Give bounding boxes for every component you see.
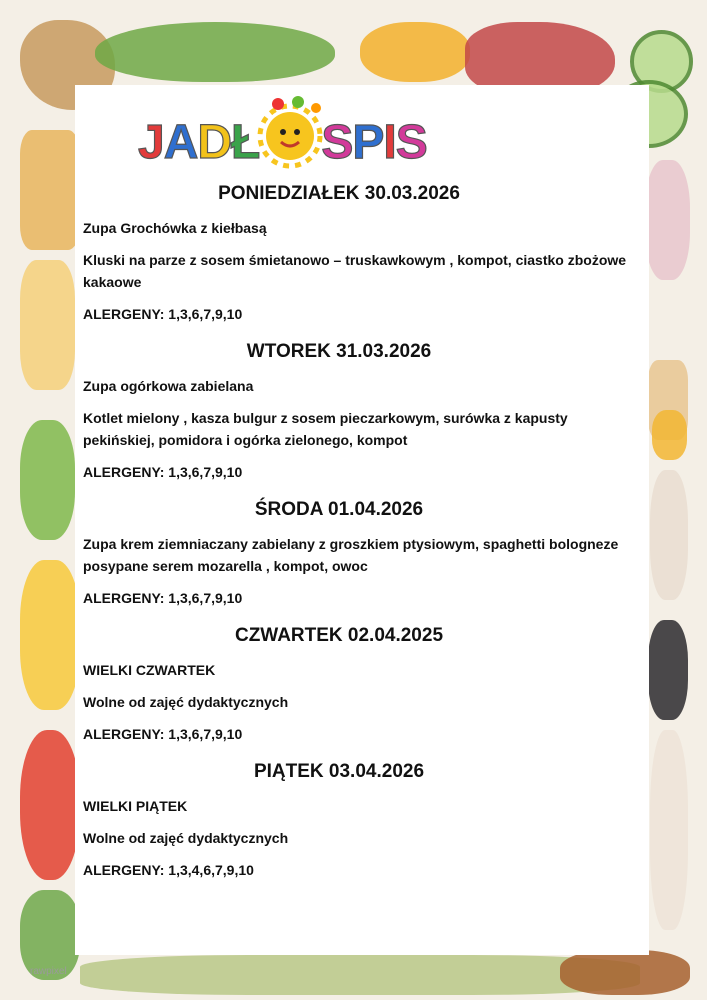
orange-illustration (652, 410, 687, 460)
day-section-wednesday (83, 499, 643, 609)
day-section-tuesday (83, 341, 643, 483)
garlic-illustration (650, 730, 688, 930)
basil-illustration (95, 22, 335, 82)
day-title: CZWARTEK 02.04.2025 (234, 625, 444, 646)
allergens: ALERGENY: 1,3,4,6,7,9,10 (83, 862, 254, 878)
allergens: ALERGENY: 1,3,6,7,9,10 (83, 306, 243, 322)
olives-illustration (648, 620, 688, 720)
menu-item: Zupa Grochówka z kiełbasą (83, 220, 267, 236)
honey-jar-illustration (20, 130, 80, 250)
menu-item: Wolne od zajęć dydaktycznych (83, 830, 289, 846)
watermark: rawpixel (30, 966, 67, 977)
allergens: ALERGENY: 1,3,6,7,9,10 (83, 726, 243, 742)
menu-item: Zupa ogórkowa zabielana (83, 378, 254, 394)
tomato-illustration (20, 730, 80, 880)
menu-item: Wolne od zajęć dydaktycznych (83, 694, 289, 710)
day-title: PIĄTEK 03.04.2026 (253, 761, 425, 782)
menu-item: Kluski na parze z sosem śmietanowo – truskawkowym , kompot, ciastko zbożowe kakaowe (83, 252, 627, 290)
logo-text: JADŁ SPIS (138, 116, 427, 169)
menu-item: WIELKI CZWARTEK (83, 662, 216, 678)
menu-item: WIELKI PIĄTEK (83, 798, 188, 814)
day-title: PONIEDZIAŁEK 30.03.2026 (218, 183, 460, 204)
pasta-illustration (20, 260, 75, 390)
allergens: ALERGENY: 1,3,6,7,9,10 (83, 590, 243, 606)
logo-sun-icon (260, 96, 321, 166)
menu-content (83, 183, 643, 897)
garlic-illustration (650, 470, 688, 600)
egg-illustration (360, 22, 470, 82)
vegetables-bottom-illustration (80, 955, 640, 995)
lemon-illustration (20, 560, 80, 710)
day-title: ŚRODA 01.04.2026 (254, 499, 424, 520)
day-section-monday (83, 183, 643, 325)
day-title: WTOREK 31.03.2026 (246, 341, 432, 362)
onion-illustration (645, 160, 690, 280)
menu-item: Zupa krem ziemniaczany zabielany z groszkiem ptysiowym, spaghetti bologneze posypane serem mozarella , kompot, owoc (83, 536, 619, 574)
day-section-thursday (83, 625, 643, 745)
nuts-illustration (560, 950, 690, 995)
allergens: ALERGENY: 1,3,6,7,9,10 (83, 464, 243, 480)
peas-illustration (20, 420, 75, 540)
menu-item: Kotlet mielony , kasza bulgur z sosem pieczarkowym, surówka z kapusty pekińskiej, pomidora i ogórka zielonego, kompot (83, 410, 568, 448)
day-section-friday (83, 761, 643, 881)
jadlospis-logo (138, 92, 438, 172)
